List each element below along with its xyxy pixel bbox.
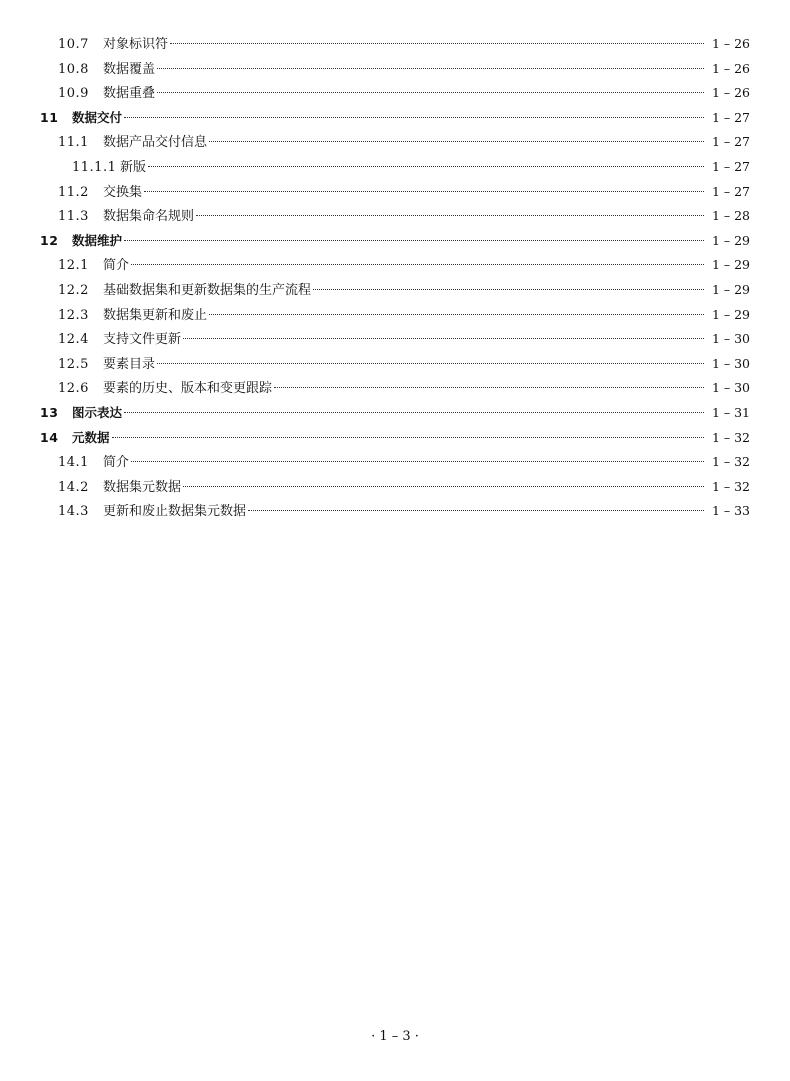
- dot-leader: [124, 117, 704, 118]
- dot-leader: [144, 191, 704, 192]
- toc-entry-number: 13: [40, 404, 59, 420]
- toc-entry-title: 数据重叠: [103, 86, 156, 102]
- toc-entry[interactable]: [40, 426, 750, 451]
- toc-entry-number: 10.8: [58, 61, 89, 77]
- dot-leader: [183, 338, 704, 339]
- dot-leader: [157, 363, 704, 364]
- toc-entry-title: 对象标识符: [103, 37, 169, 52]
- toc-entry-page: 1 – 30: [711, 380, 750, 396]
- toc-entry-page: 1 – 30: [711, 331, 750, 347]
- toc-entry-page: 1 – 32: [711, 478, 750, 494]
- toc-entry-number: 11.1.1: [72, 159, 117, 175]
- toc-entry-title: 新版: [120, 159, 147, 175]
- toc-entry-number: 12.6: [58, 381, 89, 397]
- toc-entry-title: 更新和废止数据集元数据: [103, 504, 247, 520]
- toc-entry-title: 数据覆盖: [103, 61, 156, 77]
- toc-entry-title: 简介: [103, 258, 130, 274]
- toc-entry[interactable]: [40, 81, 750, 106]
- toc-entry-number: 12.4: [58, 332, 89, 348]
- toc-entry[interactable]: [40, 475, 750, 500]
- toc-entry[interactable]: [40, 278, 750, 303]
- toc-entry-number: 14.1: [58, 455, 89, 471]
- toc-entry[interactable]: [40, 130, 750, 155]
- toc-entry-page: 1 – 27: [711, 109, 750, 125]
- toc-entry-title: 要素目录: [103, 356, 156, 372]
- table-of-contents: [40, 32, 750, 524]
- toc-entry-number: 14: [40, 429, 59, 445]
- toc-entry[interactable]: [40, 229, 750, 254]
- dot-leader: [124, 412, 704, 413]
- dot-leader: [131, 461, 704, 462]
- dot-leader: [209, 314, 704, 315]
- toc-entry-number: 10.7: [58, 37, 89, 52]
- toc-entry-number: 10.9: [58, 86, 89, 102]
- dot-leader: [196, 215, 704, 216]
- toc-entry-page: 1 – 26: [711, 36, 750, 51]
- toc-entry-number: 12: [40, 232, 59, 248]
- page-number-footer: · 1 – 3 ·: [371, 1029, 419, 1044]
- toc-entry-page: 1 – 29: [711, 281, 750, 297]
- toc-entry-number: 14.3: [58, 504, 89, 520]
- dot-leader: [131, 264, 704, 265]
- dot-leader: [248, 510, 704, 511]
- toc-entry[interactable]: [40, 180, 750, 205]
- toc-entry-title: 交换集: [103, 184, 143, 200]
- toc-entry[interactable]: [40, 32, 750, 57]
- toc-entry-page: 1 – 33: [711, 503, 750, 519]
- toc-entry-title: 数据维护: [72, 232, 123, 248]
- toc-entry[interactable]: [40, 450, 750, 475]
- toc-entry-title: 支持文件更新: [103, 332, 182, 348]
- toc-entry-number: 12.2: [58, 282, 89, 298]
- toc-entry-title: 要素的历史、版本和变更跟踪: [103, 381, 273, 397]
- toc-entry-page: 1 – 31: [711, 404, 750, 420]
- toc-entry-number: 11.2: [58, 184, 89, 200]
- dot-leader: [157, 92, 704, 93]
- toc-entry-number: 12.5: [58, 356, 89, 372]
- toc-entry-number: 14.2: [58, 479, 89, 495]
- dot-leader: [170, 43, 704, 44]
- toc-entry[interactable]: [40, 155, 750, 180]
- toc-entry-number: 11.1: [58, 135, 89, 151]
- toc-entry-page: 1 – 27: [711, 183, 750, 199]
- dot-leader: [124, 240, 704, 241]
- toc-entry-title: 简介: [103, 455, 130, 471]
- toc-entry-page: 1 – 30: [711, 355, 750, 371]
- toc-entry-title: 数据集元数据: [103, 479, 182, 495]
- dot-leader: [157, 68, 704, 69]
- toc-entry-title: 数据集命名规则: [103, 209, 195, 225]
- toc-entry[interactable]: [40, 204, 750, 229]
- dot-leader: [313, 289, 704, 290]
- dot-leader: [274, 387, 704, 388]
- toc-entry[interactable]: [40, 376, 750, 401]
- toc-entry-page: 1 – 32: [711, 454, 750, 470]
- dot-leader: [183, 486, 704, 487]
- toc-entry-number: 11: [40, 109, 59, 125]
- toc-entry-page: 1 – 29: [711, 232, 750, 248]
- toc-entry-title: 基础数据集和更新数据集的生产流程: [103, 282, 312, 298]
- toc-entry[interactable]: [40, 352, 750, 377]
- toc-entry[interactable]: [40, 57, 750, 82]
- toc-entry[interactable]: [40, 106, 750, 131]
- toc-entry-title: 图示表达: [72, 404, 123, 420]
- toc-entry-page: 1 – 27: [711, 158, 750, 174]
- dot-leader: [112, 437, 704, 438]
- toc-entry-page: 1 – 27: [711, 134, 750, 150]
- toc-entry[interactable]: [40, 253, 750, 278]
- toc-entry-page: 1 – 29: [711, 257, 750, 273]
- dot-leader: [148, 166, 704, 167]
- toc-entry-number: 11.3: [58, 209, 89, 225]
- toc-entry-page: 1 – 26: [711, 85, 750, 101]
- toc-entry[interactable]: [40, 303, 750, 328]
- toc-entry-page: 1 – 26: [711, 60, 750, 76]
- dot-leader: [209, 141, 704, 142]
- toc-entry-title: 数据交付: [72, 109, 123, 125]
- toc-entry[interactable]: [40, 327, 750, 352]
- toc-entry-title: 数据集更新和废止: [103, 307, 208, 323]
- toc-entry-page: 1 – 28: [711, 208, 750, 224]
- toc-entry[interactable]: [40, 499, 750, 524]
- toc-entry[interactable]: [40, 401, 750, 426]
- toc-entry-title: 数据产品交付信息: [103, 135, 208, 151]
- toc-entry-number: 12.1: [58, 258, 89, 274]
- toc-entry-page: 1 – 29: [711, 306, 750, 322]
- toc-entry-number: 12.3: [58, 307, 89, 323]
- toc-entry-page: 1 – 32: [711, 429, 750, 445]
- toc-entry-title: 元数据: [72, 429, 110, 445]
